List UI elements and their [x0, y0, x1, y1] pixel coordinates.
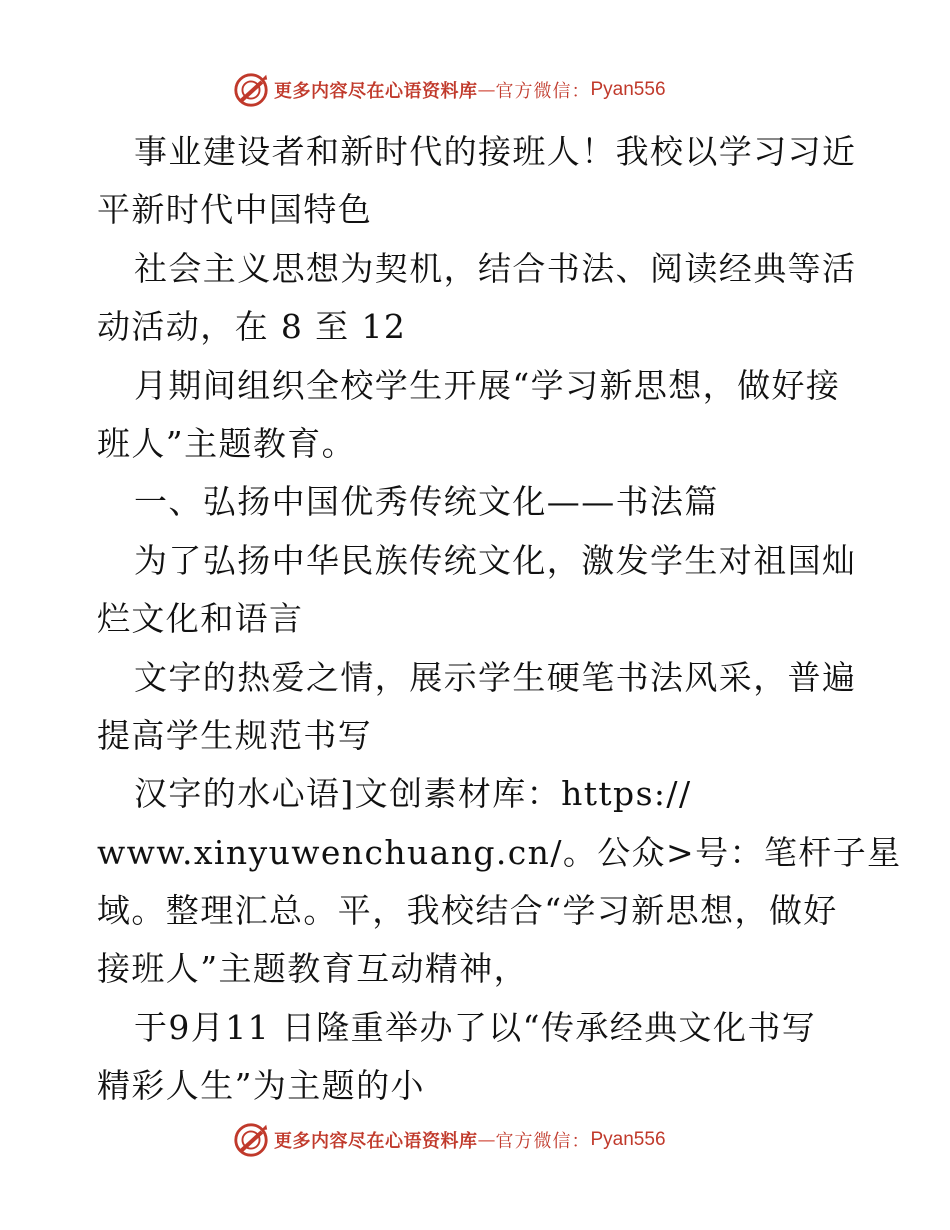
text-line: www.xinyuwenchuang.cn/。公众>号：笔杆子星 [97, 832, 902, 872]
text-line: 社会主义思想为契机，结合书法、阅读经典等活 [134, 248, 857, 288]
text-line: 平新时代中国特色 [97, 190, 373, 230]
banner-wechat-label: 官方微信： [495, 1131, 591, 1152]
text-line: 精彩人生”为主题的小 [97, 1066, 425, 1106]
banner-wechat-id: Pyan556 [590, 79, 666, 100]
text-line: 为了弘扬中华民族传统文化，激发学生对祖国灿 [134, 540, 857, 580]
section-heading: 一、弘扬中国优秀传统文化——书法篇 [134, 482, 719, 522]
text-line: 文字的热爱之情，展示学生硬笔书法风采，普遍 [134, 657, 857, 697]
banner-title: 更多内容尽在心语资料库 [274, 1131, 478, 1152]
text-line: 于9月11 日隆重举办了以“传承经典文化书写 [134, 1007, 817, 1047]
text-line: 域。整理汇总。平，我校结合“学习新思想，做好 [97, 891, 838, 931]
text-line: 事业建设者和新时代的接班人！我校以学习习近 [134, 132, 857, 171]
banner-title: 更多内容尽在心语资料库 [274, 81, 478, 102]
text-line: 汉字的水心语]文创素材库：https:// [134, 774, 692, 814]
banner-wechat-id: Pyan556 [590, 1129, 666, 1150]
footer-banner [232, 1120, 666, 1160]
text-line: 月期间组织全校学生开展“学习新思想，做好接 [134, 365, 841, 405]
banner-dash: — [477, 79, 496, 101]
header-banner [232, 70, 666, 110]
body-text [97, 123, 902, 1116]
banner-wechat-label: 官方微信： [495, 81, 591, 102]
text-line: 烂文化和语言 [97, 599, 304, 639]
logo-icon [232, 71, 270, 109]
banner-dash: — [477, 1129, 496, 1151]
text-line: 动活动，在 8 至 12 [97, 307, 407, 347]
text-line: 接班人”主题教育互动精神， [97, 949, 529, 989]
logo-icon [232, 1121, 270, 1159]
text-line: 提高学生规范书写 [97, 715, 373, 755]
text-line: 班人”主题教育。 [97, 423, 357, 463]
